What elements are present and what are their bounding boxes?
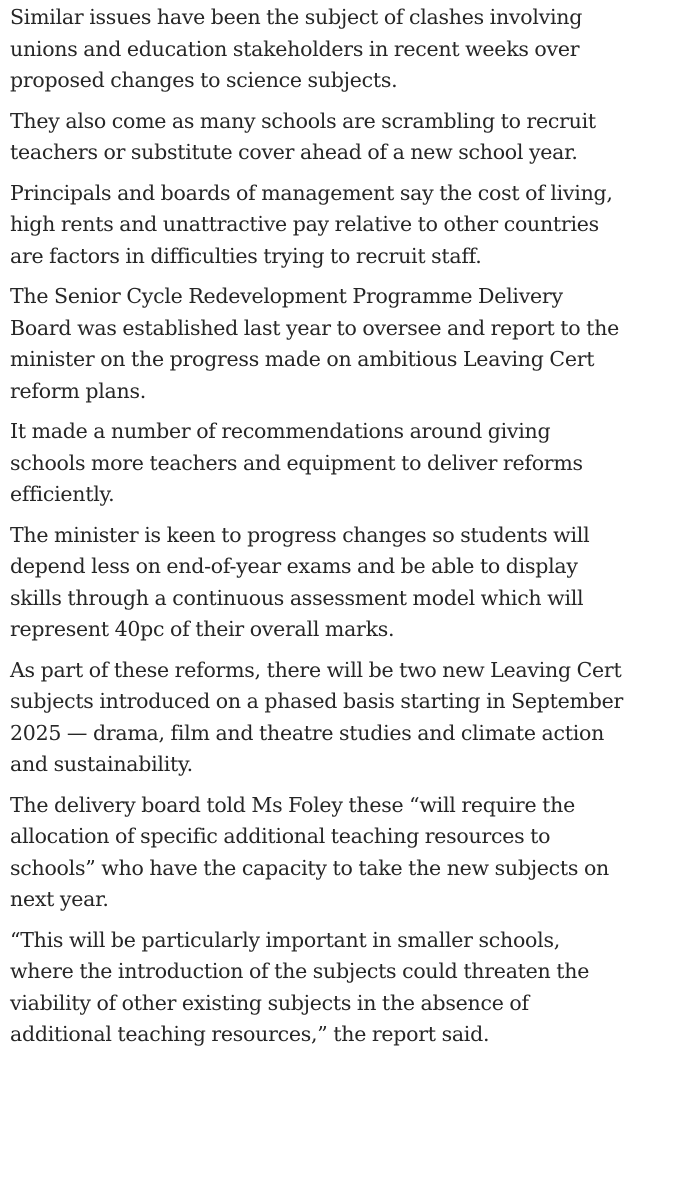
- paragraph-line: schools” who have the capacity to take the new subjects on: [10, 855, 609, 880]
- paragraph-line: Board was established last year to oversee and report to the: [10, 315, 619, 340]
- article-paragraph-7: [10, 655, 667, 781]
- article-paragraph-2: [10, 106, 667, 169]
- paragraph-line: As part of these reforms, there will be two new Leaving Cert: [10, 657, 622, 682]
- paragraph-line: allocation of specific additional teaching resources to: [10, 824, 551, 848]
- paragraph-line: unions and education stakeholders in recent weeks over: [10, 36, 580, 61]
- paragraph-line: Principals and boards of management say the cost of living,: [10, 180, 613, 205]
- paragraph-line: schools more teachers and equipment to deliver reforms: [10, 450, 583, 475]
- paragraph-line: where the introduction of the subjects could threaten the: [10, 959, 590, 983]
- paragraph-line: 2025 — drama, film and theatre studies and climate action: [10, 720, 605, 745]
- paragraph-line: They also come as many schools are scrambling to recruit: [10, 108, 596, 133]
- paragraph-line: It made a number of recommendations around giving: [10, 419, 551, 443]
- paragraph-line: teachers or substitute cover ahead of a new school year.: [10, 140, 578, 164]
- paragraph-line: represent 40pc of their overall marks.: [10, 617, 395, 641]
- paragraph-line: “This will be particularly important in smaller schools,: [10, 927, 560, 952]
- article-paragraph-8: [10, 790, 667, 916]
- paragraph-line: next year.: [10, 887, 109, 911]
- article-paragraph-6: [10, 520, 667, 646]
- paragraph-line: Similar issues have been the subject of clashes involving: [10, 5, 583, 29]
- paragraph-line: proposed changes to science subjects.: [10, 68, 398, 92]
- paragraph-line: minister on the progress made on ambitious Leaving Cert: [10, 347, 595, 371]
- paragraph-line: efficiently.: [10, 482, 115, 506]
- paragraph-line: reform plans.: [10, 378, 147, 403]
- paragraph-line: are factors in difficulties trying to recruit staff.: [10, 243, 482, 268]
- paragraph-line: The Senior Cycle Redevelopment Programme Delivery: [10, 284, 563, 308]
- paragraph-line: additional teaching resources,” the report said.: [10, 1022, 490, 1046]
- paragraph-line: The minister is keen to progress changes so students will: [10, 522, 590, 547]
- paragraph-line: depend less on end-of-year exams and be able to display: [10, 554, 578, 578]
- article-paragraph-9: [10, 925, 667, 1051]
- paragraph-line: and sustainability.: [10, 752, 193, 776]
- article-paragraph-3: [10, 178, 667, 273]
- paragraph-line: subjects introduced on a phased basis starting in September: [10, 689, 624, 713]
- paragraph-line: skills through a continuous assessment model which will: [10, 585, 584, 610]
- paragraph-line: The delivery board told Ms Foley these “will require the: [10, 792, 575, 817]
- paragraph-line: viability of other existing subjects in the absence of: [10, 990, 529, 1015]
- article-paragraph-1: [10, 2, 667, 97]
- article-paragraph-5: [10, 416, 667, 511]
- article-paragraph-4: [10, 281, 667, 407]
- paragraph-line: high rents and unattractive pay relative to other countries: [10, 212, 599, 236]
